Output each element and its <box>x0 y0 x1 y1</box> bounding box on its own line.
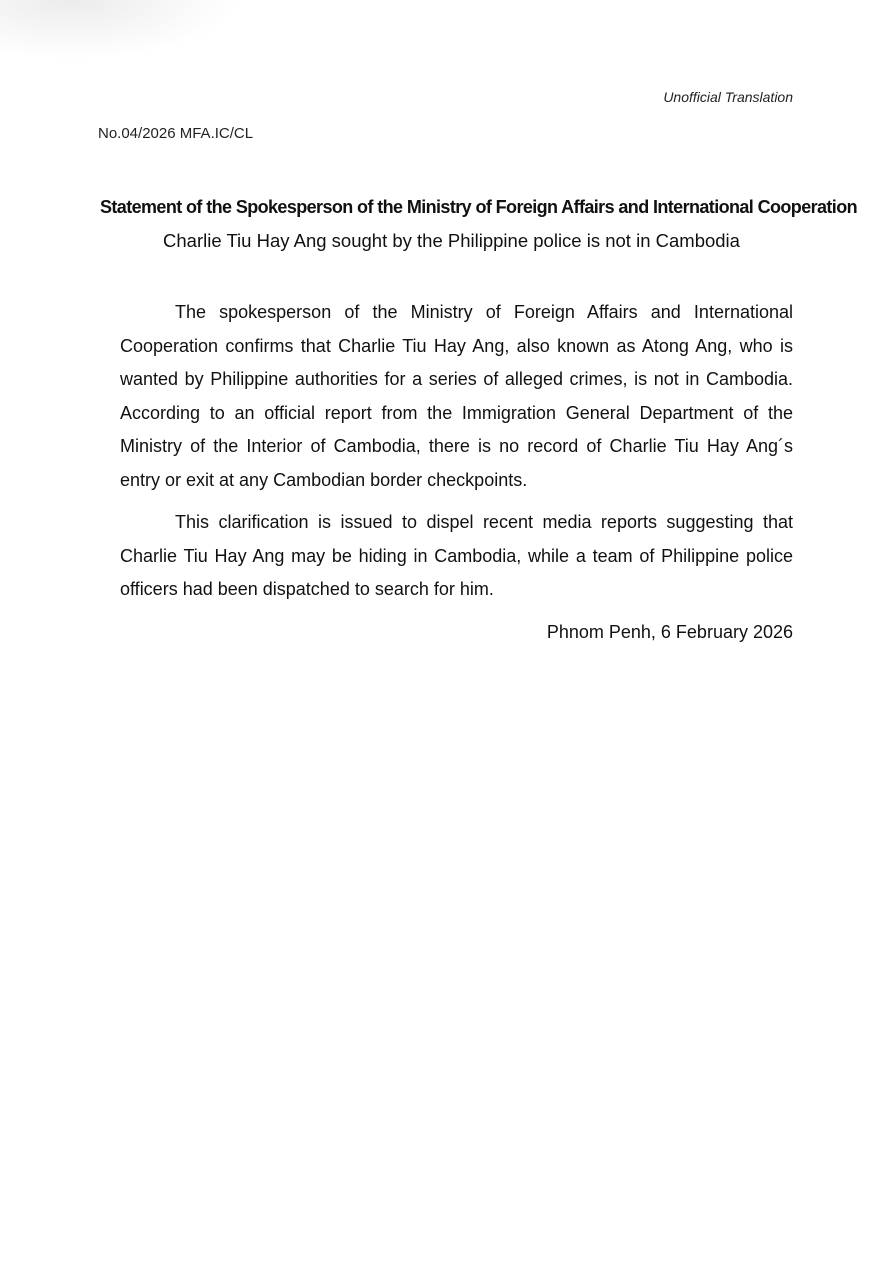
title-line-ministry: Statement of the Spokesperson of the Ministry of Foreign Affairs and International Cooperation <box>100 197 858 217</box>
title-line-subject: Charlie Tiu Hay Ang sought by the Philippine police is not in Cambodia <box>163 230 740 251</box>
statement-title <box>100 194 858 254</box>
body-paragraph-2: This clarification is issued to dispel recent media reports suggesting that Charlie Tiu Hay Ang may be hiding in Cambodia, while a team of Philippine police officers had been dispatched to search for him. <box>120 512 793 599</box>
body-paragraph-1: The spokesperson of the Ministry of Foreign Affairs and International Cooperation confirms that Charlie Tiu Hay Ang, also known as Atong Ang, who is wanted by Philippine authorities for a series of alleged crimes, is not in Cambodia. According to an official report from the Immigration General Department of the Ministry of the Interior of Cambodia, there is no record of Charlie Tiu Hay Ang´s entry or exit at any Cambodian border checkpoints. <box>120 302 793 490</box>
place-and-date: Phnom Penh, 6 February 2026 <box>546 621 793 642</box>
scan-shadow <box>0 0 240 60</box>
translation-note: Unofficial Translation <box>663 89 793 105</box>
statement-body <box>120 296 793 649</box>
reference-number: No.04/2026 MFA.IC/CL <box>98 125 254 142</box>
